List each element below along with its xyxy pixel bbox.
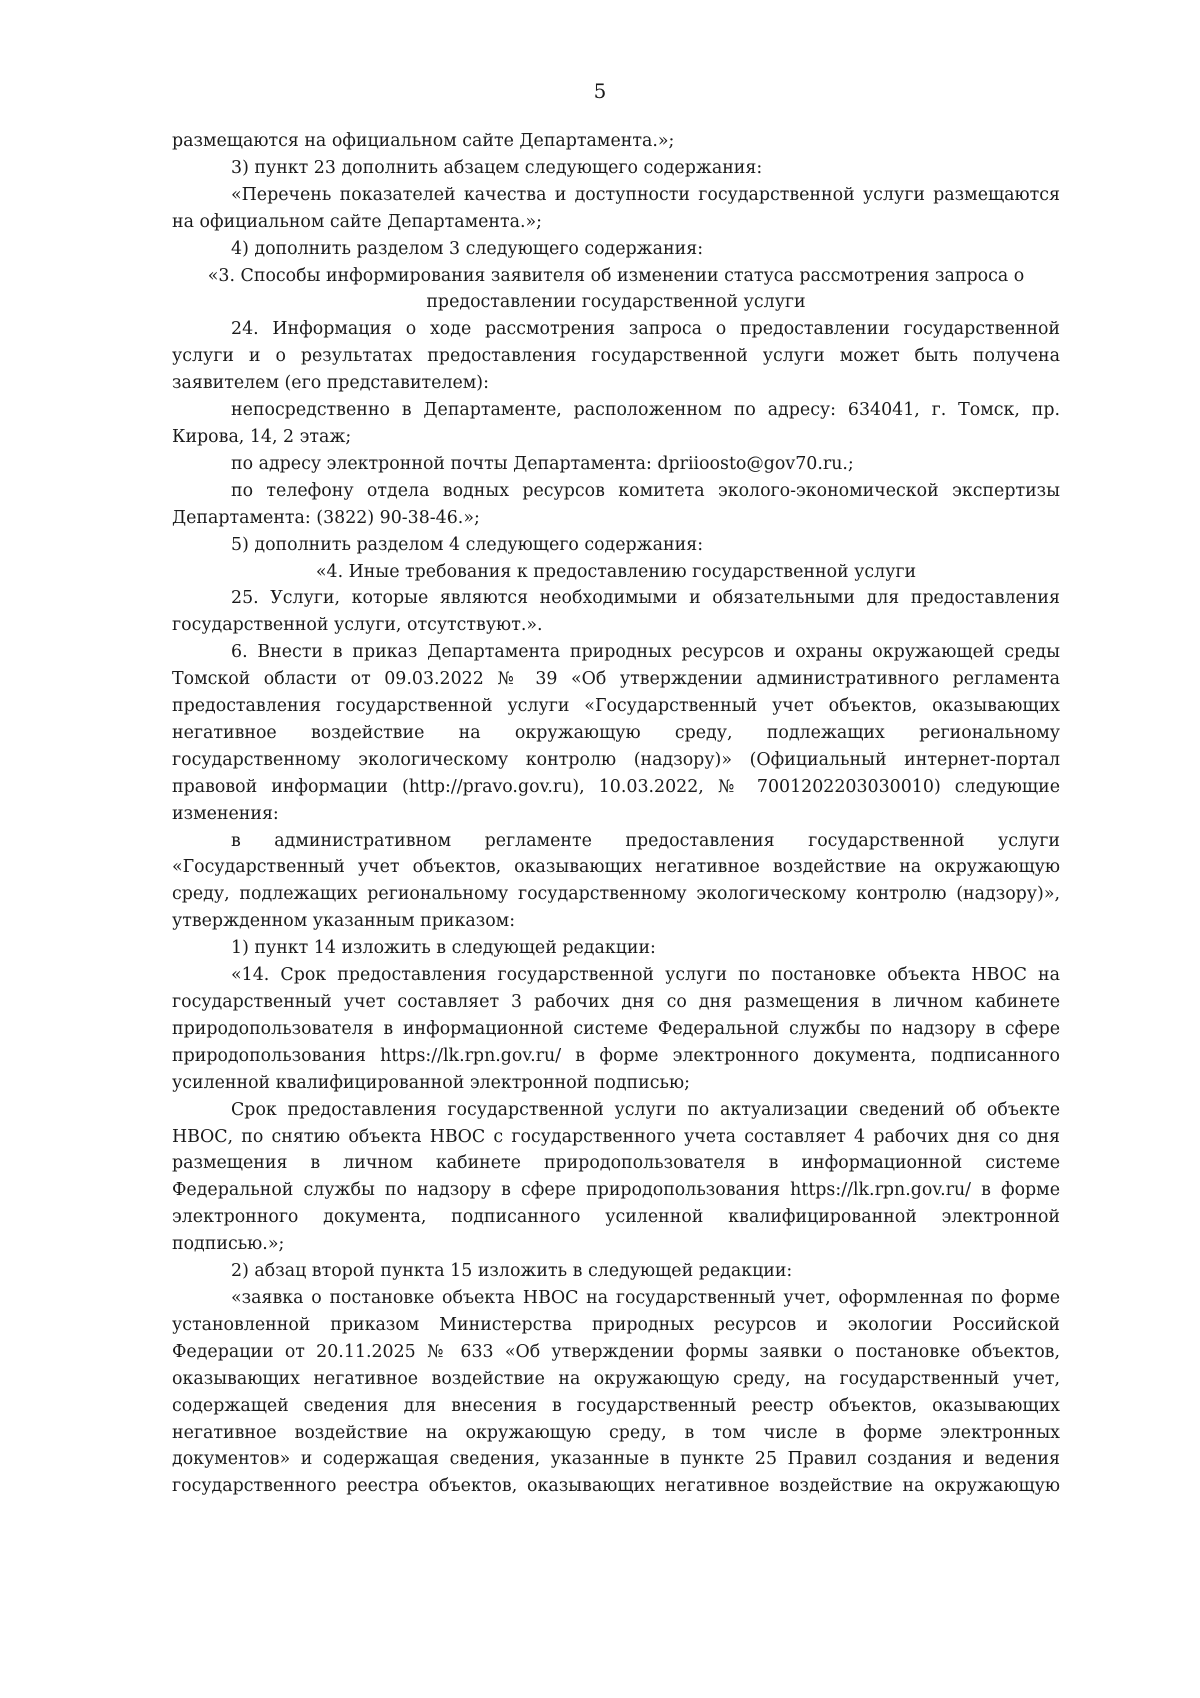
section-3-heading: «3. Способы информирования заявителя об изменении статуса рассмотрения запроса о предоставлении государственной услуги xyxy=(207,265,1025,313)
paragraph-email: по адресу электронной почты Департамента: dpriioosto@gov70.ru.; xyxy=(231,453,854,474)
paragraph-address: непосредственно в Департаменте, расположенном по адресу: 634041, г. Томск, пр. Кирова, 14, 2 этаж; xyxy=(172,400,1060,447)
document-body xyxy=(172,128,1060,1500)
page-number: 5 xyxy=(593,79,607,103)
paragraph-term: Срок предоставления государственной услуги по актуализации сведений об объекте НВОС, по снятию объекта НВОС с государственного учета составляет 4 рабочих дня со дня размещения в личном кабинете природопользователя в информационной системе Федеральной службы по надзору в сфере природопользования https://lk.rpn.gov.ru/ в форме электронного документа, подписанного усиленной квалифицированной электронной подписью.»; xyxy=(172,1099,1060,1255)
paragraph-application: «заявка о постановке объекта НВОС на государственный учет, оформленная по форме установленной приказом Министерства природных ресурсов и экологии Российской Федерации от 20.11.2025 № 633 «Об утверждении формы заявки о постановке объектов, оказывающих негативное воздействие на окружающую среду, на государственный учет, содержащей сведения для внесения в государственный реестр объектов, оказывающих негативное воздействие на окружающую среду, в том числе в форме электронных документов» и содержащая сведения, указанные в пункте 25 Правил создания и ведения государственного реестра объектов, оказывающих негативное воздействие на окружающую xyxy=(172,1287,1060,1497)
paragraph-item-2: 2) абзац второй пункта 15 изложить в следующей редакции: xyxy=(231,1261,793,1282)
paragraph-24: 24. Информация о ходе рассмотрения запроса о предоставлении государственной услуги и о результатах предоставления государственной услуги может быть получена заявителем (его представителем): xyxy=(172,319,1060,394)
paragraph-14: «14. Срок предоставления государственной услуги по постановке объекта НВОС на государственный учет составляет 3 рабочих дня со дня размещения в личном кабинете природопользователя в информационной системе Федеральной службы по надзору в сфере природопользования https://lk.rpn.gov.ru/ в форме электронного документа, подписанного усиленной квалифицированной электронной подписью; xyxy=(172,965,1060,1093)
paragraph-quality-list: «Перечень показателей качества и доступности государственной услуги размещаются на официальном сайте Департамента.»; xyxy=(172,184,1060,232)
paragraph-item-5: 5) дополнить разделом 4 следующего содержания: xyxy=(231,534,704,555)
paragraph-regulation: в административном регламенте предоставления государственной услуги «Государственный учет объектов, оказывающих негативное воздействие на окружающую среду, подлежащих региональному государственному экологическому контролю (надзору)», утвержденном указанным приказом: xyxy=(172,830,1060,932)
paragraph-continuation: размещаются на официальном сайте Департамента.»; xyxy=(172,131,675,151)
paragraph-item-3: 3) пункт 23 дополнить абзацем следующего содержания: xyxy=(231,157,763,178)
section-4-heading: «4. Иные требования к предоставлению государственной услуги xyxy=(315,561,917,582)
paragraph-6: 6. Внести в приказ Департамента природных ресурсов и охраны окружающей среды Томской области от 09.03.2022 № 39 «Об утверждении административного регламента предоставления государственной услуги «Государственный учет объектов, оказывающих негативное воздействие на окружающую среду, подлежащих региональному государственному экологическому контролю (надзору)» (Официальный интернет-портал правовой информации (http://pravo.gov.ru), 10.03.2022, № 7001202203030010) следующие изменения: xyxy=(172,642,1060,824)
paragraph-25: 25. Услуги, которые являются необходимыми и обязательными для предоставления государственной услуги, отсутствуют.». xyxy=(172,588,1060,636)
paragraph-phone: по телефону отдела водных ресурсов комитета эколого-экономической экспертизы Департамента: (3822) 90-38-46.»; xyxy=(172,480,1060,528)
paragraph-item-1: 1) пункт 14 изложить в следующей редакции: xyxy=(231,938,656,959)
paragraph-item-4: 4) дополнить разделом 3 следующего содержания: xyxy=(231,238,704,259)
